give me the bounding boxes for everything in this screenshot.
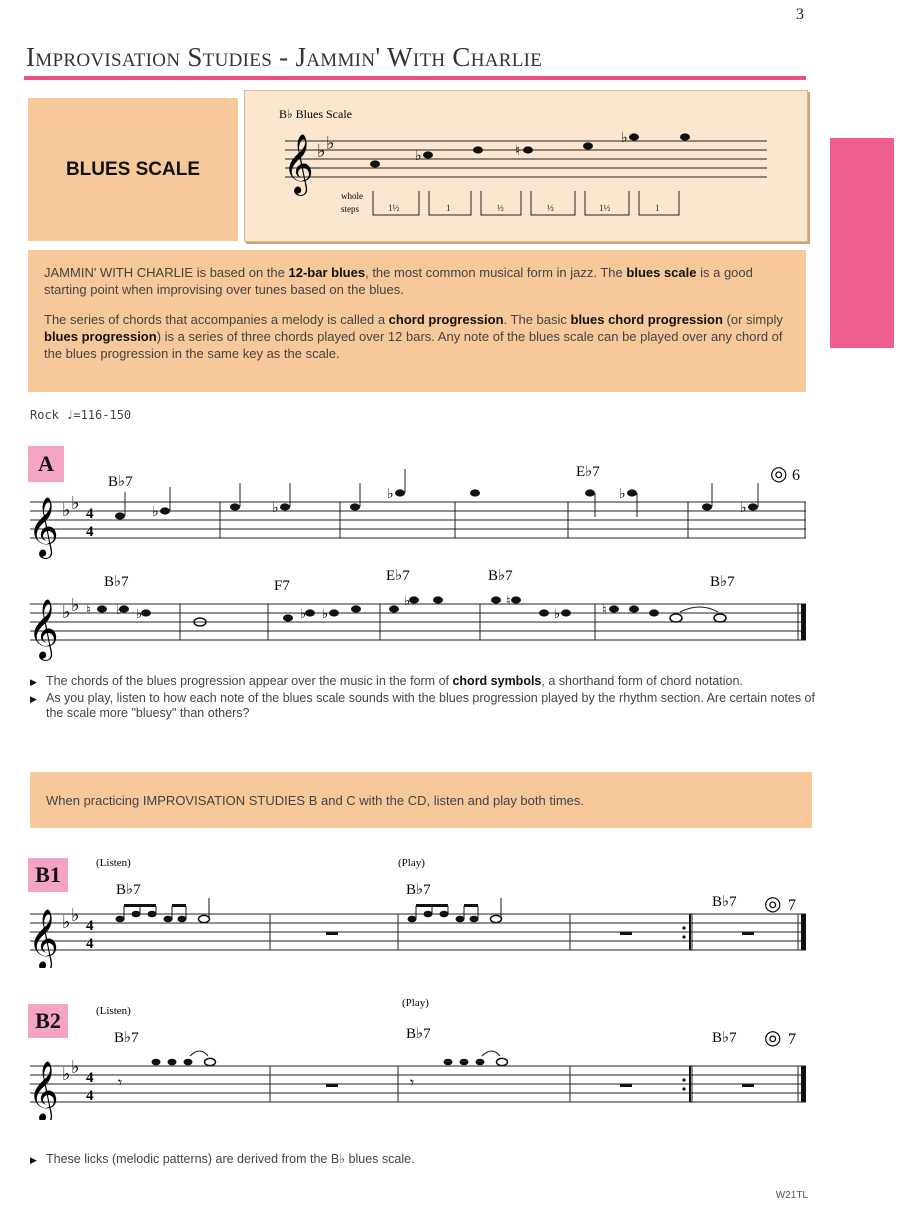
tempo-marking: Rock ♩=116-150	[30, 408, 132, 422]
note-head	[473, 146, 483, 153]
flat-icon: ♭	[317, 141, 326, 161]
section-b2-letter: B2	[28, 1004, 68, 1038]
chord-symbol: B♭7	[488, 568, 513, 584]
intro-paragraph-1: JAMMIN' WITH CHARLIE is based on the 12-bar blues, the most common musical form in jazz. The blues scale is a good starting point when improvising over tunes based on the blues.	[44, 265, 753, 297]
interval-5: 1½	[599, 203, 611, 213]
cd-track-number: 7	[788, 897, 796, 914]
play-label: (Play)	[398, 857, 425, 869]
svg-text:♭: ♭	[136, 606, 143, 621]
time-signature: 4	[86, 524, 94, 540]
note-head	[629, 133, 639, 140]
page-title: Improvisation Studies - Jammin' With Charlie	[26, 42, 543, 72]
svg-text:♭: ♭	[554, 606, 561, 621]
note-head	[583, 142, 593, 149]
flat-icon: ♭	[62, 500, 71, 520]
cd-icon: ◎	[764, 1027, 782, 1049]
treble-clef-icon: 𝄞	[28, 499, 59, 556]
page-code: W21TL	[775, 1190, 808, 1201]
listen-label: (Listen)	[96, 857, 131, 869]
svg-text:♭: ♭	[152, 505, 159, 520]
treble-clef-icon: 𝄞	[28, 911, 59, 968]
listen-label: (Listen)	[96, 1005, 131, 1017]
note-head	[370, 160, 380, 167]
svg-text:♭: ♭	[740, 501, 747, 516]
svg-text:♭: ♭	[62, 602, 71, 622]
note-head	[523, 146, 533, 153]
section-b2-music	[20, 996, 820, 1120]
svg-text:♭: ♭	[71, 1057, 80, 1077]
final-notes	[30, 1152, 820, 1169]
note-bullet: ▶ As you play, listen to how each note of the blues scale sounds with the blues progression played by the rhythm section. Are certain notes of the scale more "bluesy" than others?	[30, 691, 820, 721]
interval-2: 1	[446, 203, 451, 213]
section-a-music	[20, 452, 820, 662]
svg-text:𝄾: 𝄾	[118, 1075, 123, 1092]
scale-title: B♭ Blues Scale	[279, 107, 352, 121]
chord-symbol: B♭7	[712, 894, 737, 910]
intro-text-box	[28, 250, 806, 392]
cd-instruction-box: When practicing IMPROVISATION STUDIES B and C with the CD, listen and play both times.	[30, 772, 812, 828]
flat-icon: ♭	[326, 133, 335, 153]
section-a-notes	[30, 674, 820, 723]
svg-text:♭: ♭	[300, 606, 307, 621]
svg-text:4: 4	[86, 918, 94, 934]
side-tab	[830, 138, 894, 348]
svg-text:♭: ♭	[404, 593, 411, 608]
intro-paragraph-2: The series of chords that accompanies a melody is called a chord progression. The basic blues chord progression (or simply blues progression) is a series of three chords played over 12 bars. Any note of the blues scale can be played over any chord of the blues progression in the same key as the scale.	[44, 312, 783, 361]
svg-text:♮: ♮	[86, 602, 91, 617]
cd-icon: ◎	[770, 463, 788, 485]
section-b1-music	[20, 848, 820, 968]
svg-text:♭: ♭	[619, 487, 626, 502]
svg-text:♭: ♭	[387, 487, 394, 502]
play-label: (Play)	[402, 997, 429, 1009]
interval-4: ½	[547, 203, 554, 213]
note-bullet: ▶ The chords of the blues progression appear over the music in the form of chord symbols, a shorthand form of chord notation.	[30, 674, 820, 689]
section-b1-letter: B1	[28, 858, 68, 892]
chord-symbol: B♭7	[712, 1030, 737, 1046]
time-signature: 4	[86, 506, 94, 522]
chord-symbol: B♭7	[104, 574, 129, 590]
svg-text:♮: ♮	[506, 593, 511, 608]
svg-text:♭: ♭	[272, 501, 279, 516]
section-a-letter: A	[28, 446, 64, 482]
chord-symbol: B♭7	[406, 1026, 431, 1042]
chord-symbol: B♭7	[116, 882, 141, 898]
svg-text:4: 4	[86, 936, 94, 952]
interval-3: ½	[497, 203, 504, 213]
chord-symbol: F7	[274, 578, 290, 594]
steps-label: steps	[341, 204, 359, 214]
treble-clef-icon: 𝄞	[28, 1063, 59, 1120]
cd-track-number: 6	[792, 467, 800, 484]
chord-symbol: B♭7	[710, 574, 735, 590]
treble-clef-icon: 𝄞	[283, 136, 314, 193]
chord-symbol: B♭7	[406, 882, 431, 898]
svg-text:♭: ♭	[71, 905, 80, 925]
cd-track-number: 7	[788, 1031, 796, 1048]
cd-icon: ◎	[764, 893, 782, 915]
svg-text:4: 4	[86, 1070, 94, 1086]
treble-clef-icon: 𝄞	[28, 601, 59, 658]
interval-1: 1½	[388, 203, 400, 213]
chord-symbol: E♭7	[576, 464, 600, 480]
svg-text:♭: ♭	[322, 606, 329, 621]
note-bullet: ▶ These licks (melodic patterns) are derived from the B♭ blues scale.	[30, 1152, 820, 1167]
blues-scale-label: BLUES SCALE	[28, 98, 238, 241]
note-head	[680, 133, 690, 140]
chord-symbol: E♭7	[386, 568, 410, 584]
svg-text:♭: ♭	[71, 595, 80, 615]
svg-text:4: 4	[86, 1088, 94, 1104]
svg-text:𝄾: 𝄾	[410, 1075, 415, 1092]
whole-label: whole	[341, 191, 363, 201]
chord-symbol: B♭7	[114, 1030, 139, 1046]
title-rule	[24, 76, 806, 80]
blues-scale-staff	[245, 91, 807, 241]
page-number: 3	[796, 6, 804, 23]
svg-text:♭: ♭	[621, 131, 628, 146]
flat-icon: ♭	[71, 493, 80, 513]
svg-text:♮: ♮	[515, 144, 521, 159]
svg-text:♭: ♭	[415, 149, 422, 164]
svg-text:♭: ♭	[62, 1064, 71, 1084]
blues-scale-staff-box	[244, 90, 808, 242]
svg-text:♭: ♭	[116, 602, 123, 617]
interval-6: 1	[655, 203, 660, 213]
svg-text:♮: ♮	[602, 602, 607, 617]
note-head	[423, 151, 433, 158]
svg-text:♭: ♭	[62, 912, 71, 932]
chord-symbol: B♭7	[108, 474, 133, 490]
